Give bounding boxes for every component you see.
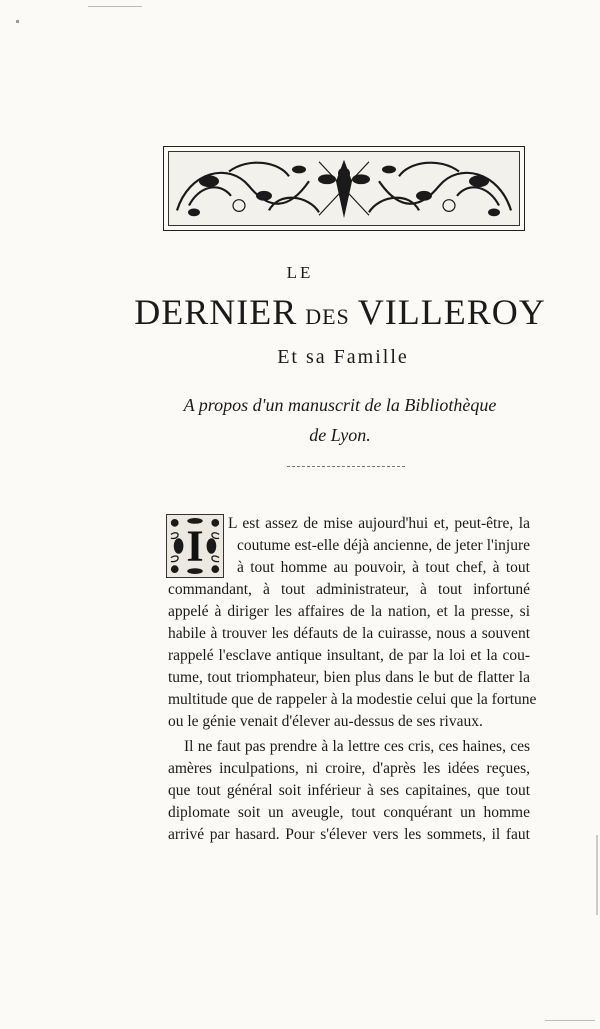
italic-subtitle-line-1: A propos d'un manuscrit de la Bibliothèque <box>183 395 497 415</box>
title-des: DES <box>305 304 350 329</box>
scan-mark <box>88 6 142 7</box>
paragraph-1-line-5: appelé à diriger les affaires de la nation, et la presse, si <box>168 603 530 620</box>
paragraph-1-line-3: à tout homme au pouvoir, à tout chef, à tout <box>237 559 530 576</box>
subtitle: Et sa Famille <box>277 346 409 368</box>
dropcap-letter-i-icon <box>167 515 223 577</box>
paragraph-1-line-9: multitude que de rappeler à la modestie celui que la fortune <box>168 691 537 708</box>
main-title <box>0 290 600 339</box>
title-villeroy: VILLEROY <box>357 292 546 332</box>
paragraph-1-line-8: tume, tout triomphateur, bien plus dans le but de flatter la <box>168 669 530 686</box>
paragraph-1-line-7: rappelé l'esclave antique insultant, de par la loi et la cou- <box>168 647 530 664</box>
svg-text:I: I <box>186 520 204 571</box>
paragraph-2-line-1: Il ne faut pas prendre à la lettre ces cris, ces haines, ces <box>184 738 530 755</box>
paragraph-2-line-2: amères inculpations, ni croire, d'après les idées reçues, <box>168 760 530 777</box>
scan-mark <box>545 1020 595 1021</box>
decorative-rule <box>287 466 405 468</box>
paragraph-1-line-6: habile à trouver les défauts de la cuirasse, nous a souvent <box>168 625 530 642</box>
paragraph-1-line-4: commandant, à tout administrateur, à tout infortuné <box>168 581 530 598</box>
paragraph-1-line-1: L est assez de mise aujourd'hui et, peut-être, la <box>228 515 530 532</box>
scan-mark <box>16 20 19 23</box>
paragraph-1-line-2: coutume est-elle déjà ancienne, de jeter l'injure <box>237 537 530 554</box>
paragraph-2-line-4: diplomate soit un aveugle, tout conquérant un homme <box>168 804 530 821</box>
italic-subtitle-line-2: de Lyon. <box>309 425 371 445</box>
scan-mark <box>596 835 598 915</box>
title-article: LE <box>286 263 314 282</box>
foliage-ornament-icon <box>169 152 519 225</box>
ornamental-headpiece <box>163 146 525 231</box>
ornamental-dropcap <box>166 514 224 578</box>
title-dernier: DERNIER <box>134 292 298 332</box>
paragraph-2-line-3: que tout général soit inférieur à ses capitaines, que tout <box>168 782 530 799</box>
paragraph-1-line-10: ou le génie venait d'élever au-dessus de ses rivaux. <box>168 713 483 730</box>
paragraph-2-line-5: arrivé par hasard. Pour s'élever vers les sommets, il faut <box>168 826 530 843</box>
